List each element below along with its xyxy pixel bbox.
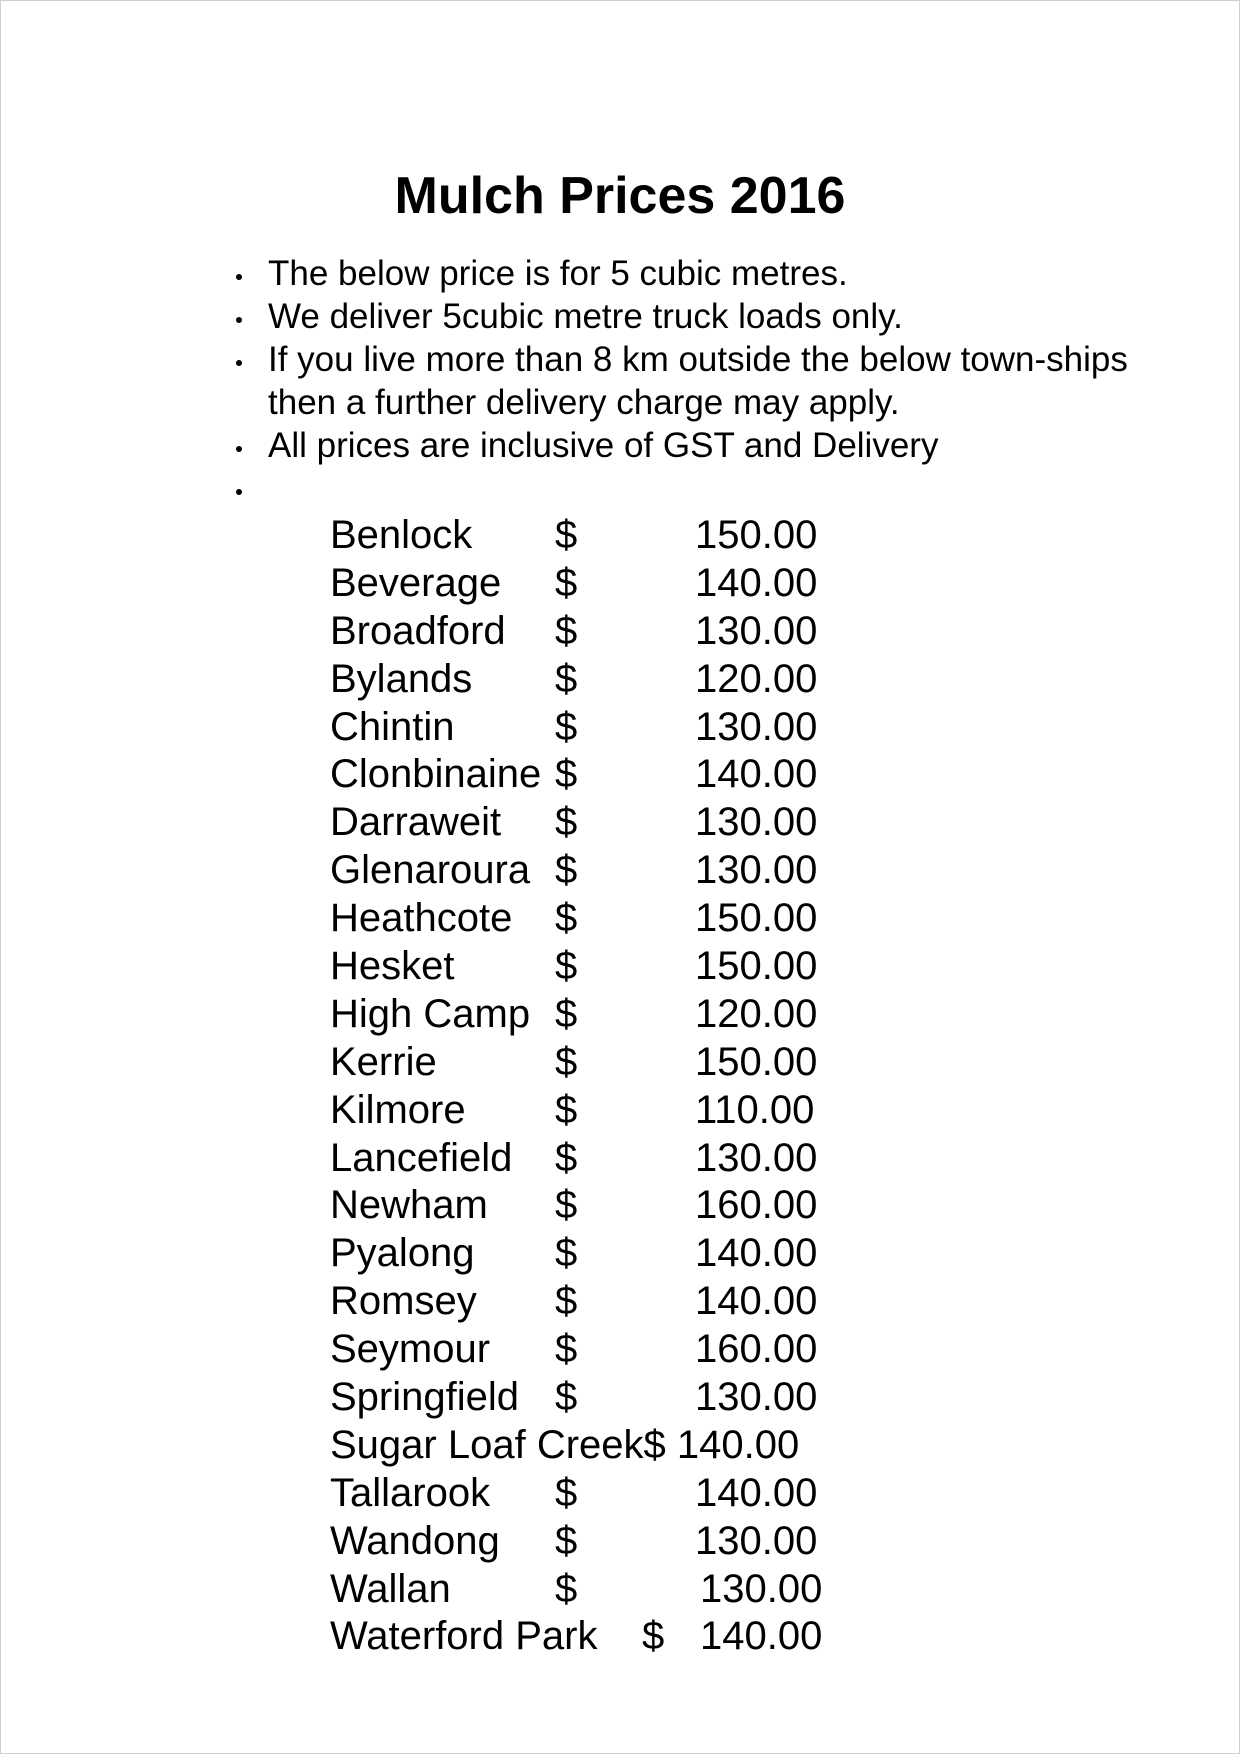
currency-symbol: $ [555, 800, 578, 845]
price-value: 130.00 [695, 1135, 818, 1180]
currency-symbol: $ [555, 1183, 578, 1228]
town-name: Pyalong [330, 1231, 475, 1276]
town-name: Kilmore [330, 1087, 466, 1132]
currency-symbol: $ [555, 752, 578, 797]
town-name: Hesket [330, 944, 455, 989]
price-value: 110.00 [695, 1087, 815, 1132]
town-name: Waterford Park [330, 1614, 598, 1659]
price-value: 130.00 [695, 608, 818, 653]
town-name: Wallan [330, 1566, 451, 1611]
price-value: 140.00 [695, 560, 818, 605]
price-row [330, 990, 850, 1038]
price-row [330, 1325, 850, 1373]
price-value: 140.00 [695, 1470, 818, 1515]
price-row [330, 703, 850, 751]
price-value: 120.00 [695, 656, 818, 701]
price-row [330, 1134, 850, 1182]
price-value: 150.00 [695, 513, 818, 557]
town-name: Benlock [330, 513, 473, 557]
town-name: Springfield [330, 1375, 520, 1420]
currency-symbol: $ [555, 1375, 578, 1420]
currency-symbol: $ [555, 1327, 578, 1372]
town-name: Clonbinaine [330, 752, 542, 797]
price-row [330, 894, 850, 942]
currency-symbol: $ [555, 1470, 578, 1515]
price-row [330, 607, 850, 655]
price-row [330, 1181, 850, 1229]
price-row [330, 559, 850, 607]
currency-symbol: $ [555, 1039, 578, 1084]
currency-symbol: $ [555, 1518, 578, 1563]
currency-symbol: $ [555, 1566, 578, 1611]
note-item: The below price is for 5 cubic metres. [234, 252, 1134, 295]
price-value: 140.00 [695, 1231, 818, 1276]
price-row [330, 1421, 850, 1469]
currency-symbol: $ [555, 513, 578, 557]
price-value: 160.00 [695, 1183, 818, 1228]
price-row [330, 1565, 850, 1613]
page-title: Mulch Prices 2016 [394, 167, 846, 225]
currency-symbol: $ [642, 1614, 665, 1659]
town-name: Wandong [330, 1518, 500, 1563]
town-name: Chintin [330, 704, 455, 749]
note-item-empty [234, 467, 1134, 510]
currency-symbol: $ [643, 1422, 666, 1467]
note-item: If you live more than 8 km outside the below town-ships then a further delivery charge may apply. [234, 338, 1134, 424]
currency-symbol: $ [555, 896, 578, 941]
currency-symbol: $ [555, 704, 578, 749]
price-value: 150.00 [695, 896, 818, 941]
town-name: Sugar Loaf Creek [330, 1422, 644, 1467]
note-item: All prices are inclusive of GST and Delivery [234, 424, 1134, 467]
currency-symbol: $ [555, 1135, 578, 1180]
town-name: Lancefield [330, 1135, 513, 1180]
price-row [330, 1373, 850, 1421]
price-value: 120.00 [695, 991, 818, 1036]
town-name: Glenaroura [330, 848, 531, 893]
price-row [330, 511, 850, 559]
price-value: 130.00 [695, 1518, 818, 1563]
price-row [330, 798, 850, 846]
price-row [330, 655, 850, 703]
currency-symbol: $ [555, 608, 578, 653]
price-row [330, 1038, 850, 1086]
price-value: 150.00 [695, 1039, 818, 1084]
currency-symbol: $ [555, 656, 578, 701]
town-name: Kerrie [330, 1039, 437, 1084]
town-name: Beverage [330, 560, 502, 605]
currency-symbol: $ [555, 1087, 578, 1132]
price-value: 140.00 [676, 1422, 800, 1467]
price-row [330, 750, 850, 798]
price-row [330, 1517, 850, 1565]
price-value: 140.00 [700, 1614, 823, 1659]
price-value: 130.00 [695, 704, 818, 749]
currency-symbol: $ [555, 1279, 578, 1324]
town-name: Seymour [330, 1327, 491, 1372]
price-value: 130.00 [700, 1566, 823, 1611]
town-name: Darraweit [330, 800, 502, 845]
price-row [330, 942, 850, 990]
town-name: Bylands [330, 656, 473, 701]
currency-symbol: $ [555, 560, 578, 605]
price-value: 140.00 [695, 1279, 818, 1324]
town-name: Heathcote [330, 896, 513, 941]
currency-symbol: $ [555, 848, 578, 893]
price-row [330, 846, 850, 894]
price-row [330, 1086, 850, 1134]
price-value: 130.00 [695, 800, 818, 845]
note-item: We deliver 5cubic metre truck loads only. [234, 295, 1134, 338]
currency-symbol: $ [555, 991, 578, 1036]
price-value: 130.00 [695, 848, 818, 893]
price-value: 150.00 [695, 944, 818, 989]
town-name: Romsey [330, 1279, 477, 1324]
price-list [330, 511, 850, 1660]
price-row [330, 1612, 850, 1660]
currency-symbol: $ [555, 944, 578, 989]
currency-symbol: $ [555, 1231, 578, 1276]
price-row [330, 1277, 850, 1325]
price-value: 130.00 [695, 1375, 818, 1420]
price-value: 140.00 [695, 752, 818, 797]
price-row [330, 1229, 850, 1277]
town-name: High Camp [330, 991, 531, 1036]
town-name: Broadford [330, 608, 506, 653]
price-row [330, 1469, 850, 1517]
price-value: 160.00 [695, 1327, 818, 1372]
town-name: Newham [330, 1183, 488, 1228]
town-name: Tallarook [330, 1470, 491, 1515]
notes-list [234, 252, 1134, 510]
